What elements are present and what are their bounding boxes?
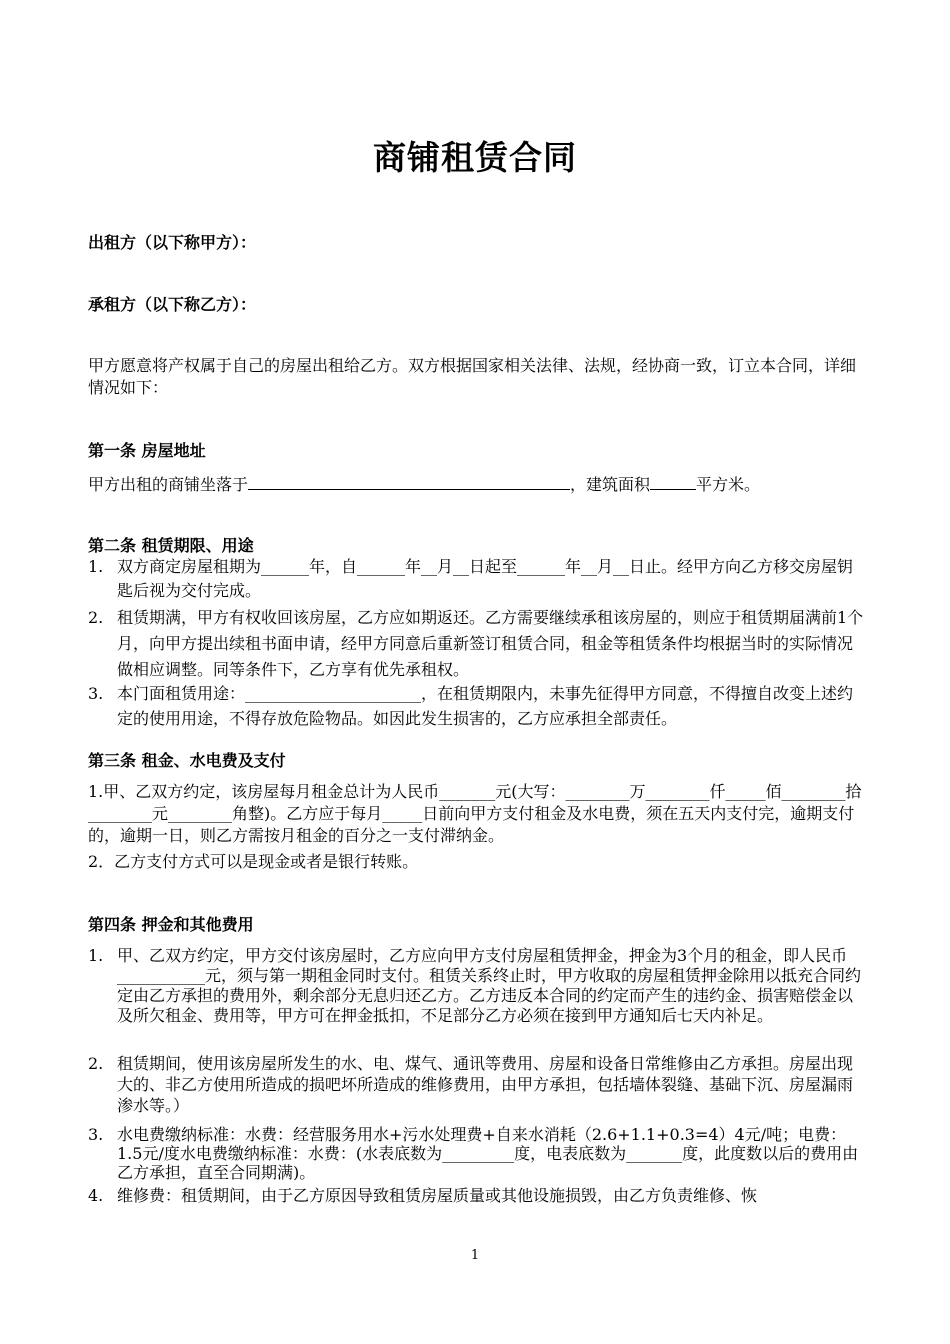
item-number: 4. [88, 1186, 104, 1205]
article-2-item-3 [88, 681, 868, 731]
article-1-text [88, 472, 760, 496]
article-1-text-c: 平方米。 [696, 475, 761, 494]
item-text: 双方商定房屋租期为______年，自______年__月__日起至______年__月__日止。经甲方向乙方移交房屋钥匙后视为交付完成。 [117, 557, 854, 600]
article-1-text-b: ，建筑面积 [570, 475, 651, 494]
item-number: 2. [88, 1054, 104, 1073]
lessee-label: 承租方（以下称乙方）： [88, 295, 257, 314]
article-2-item-1 [88, 555, 868, 603]
address-blank [248, 472, 570, 490]
page-number: 1 [470, 1248, 480, 1263]
item-number: 3. [88, 684, 104, 703]
article-3-heading: 第三条 租金、水电费及支付 [88, 751, 286, 770]
page-title: 商铺租赁合同 [373, 138, 577, 177]
article-4-item-3 [88, 1125, 868, 1182]
article-1-heading: 第一条 房屋地址 [88, 441, 206, 460]
item-text: 租赁期间，使用该房屋所发生的水、电、煤气、通讯等费用、房屋和设备日常维修由乙方承担。房屋出现大的、非乙方使用所造成的损吧坏所造成的维修费用，由甲方承担，包括墙体裂缝、基础下沉、房屋漏雨渗水等。） [117, 1054, 854, 1115]
intro-paragraph: 甲方愿意将产权属于自己的房屋出租给乙方。双方根据国家相关法律、法规，经协商一致，订立本合同，详细情况如下： [88, 356, 857, 397]
item-text: 水电费缴纳标准：水费：经营服务用水+污水处理费+自来水消耗（2.6+1.1+0.3=4）4元/吨；电费：1.5元/度水电费缴纳标准：水费：(水表底数为_________度，电表底数为_______度，此度数以后的费用由乙方承担，直至合同期满)。 [117, 1125, 859, 1182]
item-text: 租赁期满，甲方有权收回该房屋，乙方应如期返还。乙方需要继续承租该房屋的，则应于租赁期届满前1个月，向甲方提出续租书面申请，经甲方同意后重新签订租赁合同，租金等租赁条件均根据当时的实际情况做相应调整。同等条件下，乙方享有优先承租权。 [117, 608, 864, 679]
article-2-item-2 [88, 605, 868, 683]
item-text: 维修费：租赁期间，由于乙方原因导致租赁房屋质量或其他设施损毁，由乙方负责维修、恢 [117, 1186, 758, 1205]
item-text: 本门面租赁用途：______________________，在租赁期限内，未事先征得甲方同意，不得擅自改变上述约定的使用用途，不得存放危险物品。如因此发生损害的，乙方应承担全部责任。 [117, 684, 854, 728]
item-number: 2. [88, 608, 104, 627]
article-2-heading: 第二条 租赁期限、用途 [88, 536, 254, 555]
item-number: 1. [88, 946, 104, 965]
lessor-label: 出租方（以下称甲方）： [88, 233, 257, 252]
article-1-text-a: 甲方出租的商铺坐落于 [88, 475, 249, 494]
article-3-para-1: 1.甲、乙双方约定，该房屋每月租金总计为人民币_______元(大写：________万________仟_____佰________拾________元________角整)。乙方应于每月_____日前向甲方支付租金及水电费，须在五天内支付完，逾期支付的，逾期一日，则乙方需按月租金的百分之一支付滞纳金。 [88, 782, 862, 845]
item-text: 甲、乙双方约定，甲方交付该房屋时，乙方应向甲方支付房屋租赁押金，押金为3个月的租金，即人民币___________元，须与第一期租金同时支付。租赁关系终止时，甲方收取的房屋租赁押金除用以抵充合同约定由乙方承担的费用外，剩余部分无息归还乙方。乙方违反本合同的约定而产生的违约金、损害赔偿金以及所欠租金、费用等，甲方可在押金抵扣，不足部分乙方必须在接到甲方通知后七天内补足。 [117, 946, 862, 1025]
article-4-item-4 [88, 1185, 868, 1207]
item-number: 1. [88, 557, 104, 576]
article-4-heading: 第四条 押金和其他费用 [88, 915, 254, 934]
area-blank [650, 472, 696, 490]
article-3-para-2: 2．乙方支付方式可以是现金或者是银行转账。 [88, 852, 419, 871]
item-number: 3. [88, 1125, 104, 1144]
article-4-item-2 [88, 1053, 868, 1116]
article-4-item-1 [88, 946, 868, 1026]
